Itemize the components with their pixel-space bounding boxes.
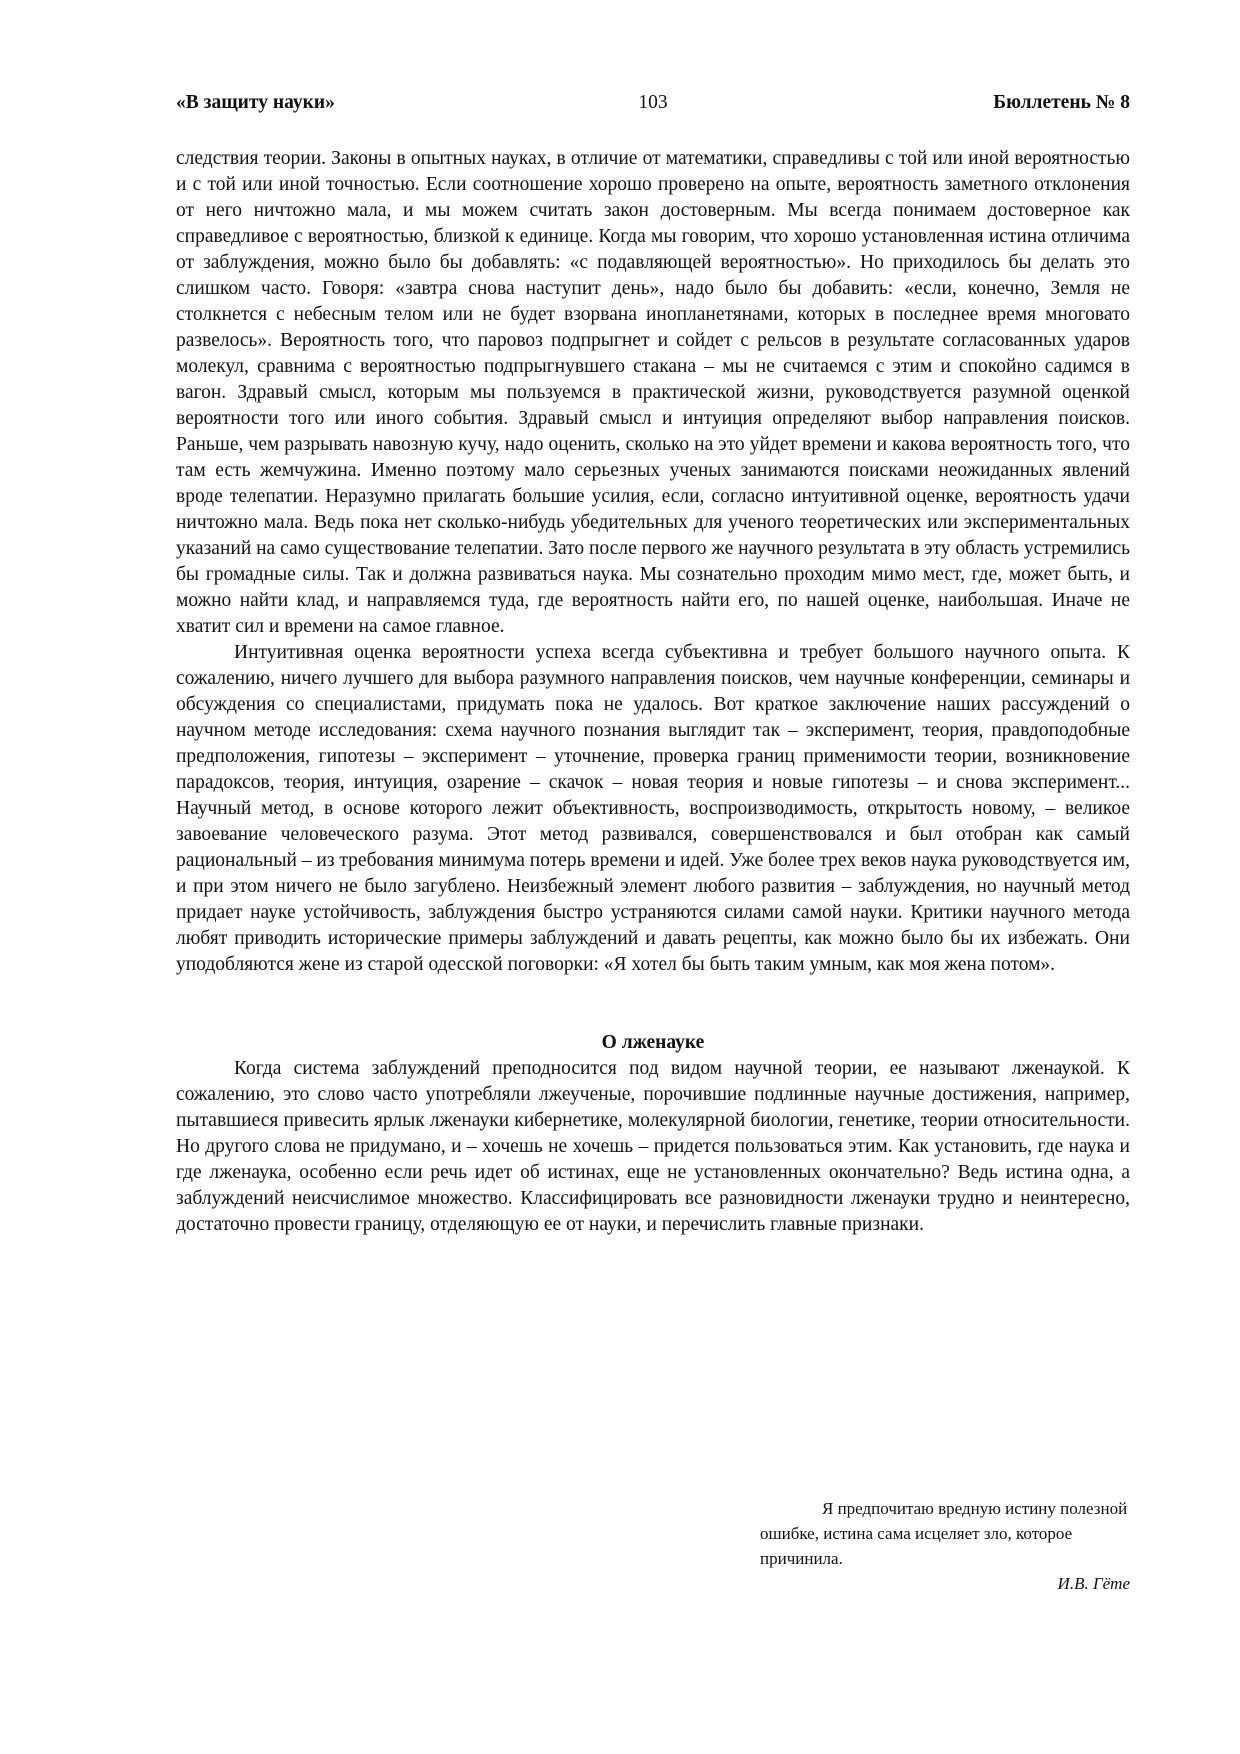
- epigraph-quote: Я предпочитаю вредную истину полезной ошибке, истина сама исцеляет зло, которое причинила.: [760, 1499, 1128, 1568]
- bulletin-number: Бюллетень № 8: [993, 92, 1130, 113]
- article-body: [176, 146, 1130, 1238]
- journal-title: «В защиту науки»: [176, 92, 335, 113]
- paragraph-pseudoscience: Когда система заблуждений преподносится под видом научной теории, ее называют лженаукой. К сожалению, это слово часто употребляли лжеученые, порочившие подлинные научные достижения, например, пытавшиеся привесить ярлык лженауки кибернетике, молекулярной биологии, генетике, теории относительности. Но другого слова не придумано, и – хочешь не хочешь – придется пользоваться этим. Как установить, где наука и где лженаука, особенно если речь идет об истинах, еще не установленных окончательно? Ведь истина одна, а заблуждений неисчислимое множество. Классифицировать все разновидности лженауки трудно и неинтересно, достаточно провести границу, отделяющую ее от науки, и перечислить главные признаки.: [176, 1058, 1130, 1235]
- page-header: [176, 92, 1130, 122]
- page-number: 103: [638, 92, 668, 113]
- epigraph: [760, 1496, 1140, 1596]
- paragraph-scientific-method: Интуитивная оценка вероятности успеха всегда субъективна и требует большого научного опыта. К сожалению, ничего лучшего для выбора разумного направления поисков, чем научные конференции, семинары и обсуждения со специалистами, придумать пока не удалось. Вот краткое заключение наших рассуждений о научном методе исследования: схема научного познания выглядит так – эксперимент, теория, правдоподобные предположения, гипотезы – эксперимент – уточнение, проверка границ применимости теории, возникновение парадоксов, теория, интуиция, озарение – скачок – новая теория и новые гипотезы – и снова эксперимент... Научный метод, в основе которого лежит объективность, воспроизводимость, открытость новому, – великое завоевание человеческого разума. Этот метод развивался, совершенствовался и был отобран как самый рациональный – из требования минимума потерь времени и идей. Уже более трех веков наука руководствуется им, и при этом ничего не было загублено. Неизбежный элемент любого развития – заблуждения, но научный метод придает науке устойчивость, заблуждения быстро устраняются силами самой науки. Критики научного метода любят приводить исторические примеры заблуждений и давать рецепты, как можно было бы их избежать. Они уподобляются жене из старой одесской поговорки: «Я хотел бы быть таким умным, как моя жена потом».: [176, 642, 1131, 975]
- epigraph-author: И.В. Гёте: [1057, 1574, 1130, 1593]
- paragraph-continuation: следствия теории. Законы в опытных науках, в отличие от математики, справедливы с той или иной вероятностью и с той или иной точностью. Если соотношение хорошо проверено на опыте, вероятность заметного отклонения от него ничтожно мала, и мы можем считать закон достоверным. Мы всегда понимаем достоверное как справедливое с вероятностью, близкой к единице. Когда мы говорим, что хорошо установленная истина отличима от заблуждения, можно было бы добавлять: «с подавляющей вероятностью». Но приходилось бы делать это слишком часто. Говоря: «завтра снова наступит день», надо было бы добавить: «если, конечно, Земля не столкнется с небесным телом или не будет взорвана инопланетянами, которых в последнее время многовато развелось». Вероятность того, что паровоз подпрыгнет и сойдет с рельсов в результате согласованных ударов молекул, сравнима с вероятностью подпрыгнувшего стакана – мы не считаемся с этим и спокойно садимся в вагон. Здравый смысл, которым мы пользуемся в практической жизни, руководствуется разумной оценкой вероятности того или иного события. Здравый смысл и интуиция определяют выбор направления поисков. Раньше, чем разрывать навозную кучу, надо оценить, сколько на это уйдет времени и какова вероятность того, что там есть жемчужина. Именно поэтому мало серьезных ученых занимаются поисками неожиданных явлений вроде телепатии. Неразумно прилагать большие усилия, если, согласно интуитивной оценке, вероятность удачи ничтожно мала. Ведь пока нет сколько-нибудь убедительных для ученого теоретических или экспериментальных указаний на само существование телепатии. Зато после первого же научного результата в эту область устремились бы громадные силы. Так и должна развиваться наука. Мы сознательно проходим мимо мест, где, может быть, и можно найти клад, и направляемся туда, где вероятность найти его, по нашей оценке, наибольшая. Иначе не хватит сил и времени на самое главное.: [176, 148, 1130, 637]
- section-title: О лженауке: [601, 1032, 705, 1053]
